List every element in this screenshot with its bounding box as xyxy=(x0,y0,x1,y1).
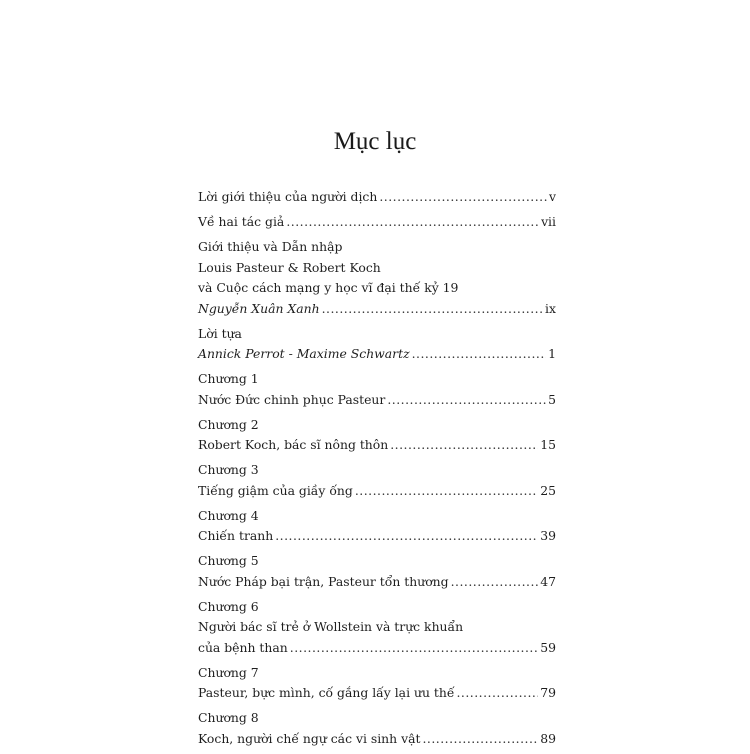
dot-leader xyxy=(286,212,539,233)
toc-line-text: Người bác sĩ trẻ ở Wollstein và trực khuẩn xyxy=(198,619,464,634)
toc-entry xyxy=(198,369,556,410)
dot-leader xyxy=(355,481,538,502)
toc-line xyxy=(198,187,556,208)
dot-leader xyxy=(451,572,539,593)
toc-line xyxy=(198,324,556,345)
toc-line xyxy=(198,481,556,502)
toc-line xyxy=(198,435,556,456)
toc-line xyxy=(198,212,556,233)
toc-line-text: Nước Đức chinh phục Pasteur xyxy=(198,391,386,407)
toc-line xyxy=(198,299,556,320)
toc-line-text: Lời giới thiệu của người dịch xyxy=(198,189,378,204)
dot-leader xyxy=(322,299,543,320)
dot-leader xyxy=(456,683,538,704)
toc-line xyxy=(198,638,556,659)
toc-line xyxy=(198,369,556,390)
toc-line xyxy=(198,663,556,684)
toc-line-text: Pasteur, bực mình, cố gắng lấy lại ưu thế xyxy=(198,685,455,700)
toc-line-text: Chương 4 xyxy=(198,507,259,523)
toc-page-number: 5 xyxy=(548,391,556,407)
toc-line xyxy=(198,344,556,365)
toc-line-text: Robert Koch, bác sĩ nông thôn xyxy=(198,437,389,452)
toc-line-text: Lời tựa xyxy=(198,325,242,341)
toc-line-text: Tiếng giậm của giầy ống xyxy=(198,482,353,498)
toc-line xyxy=(198,415,556,436)
toc-page-number: 89 xyxy=(540,730,556,746)
toc-page-number: 1 xyxy=(548,346,556,361)
toc-entry xyxy=(198,708,556,749)
toc-entry xyxy=(198,187,556,208)
toc-entry xyxy=(198,597,556,659)
toc-entry xyxy=(198,460,556,501)
toc-line-text: Koch, người chế ngự các vi sinh vật xyxy=(198,730,421,746)
toc-line-text: Chương 6 xyxy=(198,598,259,614)
toc-line-text: Louis Pasteur & Robert Koch xyxy=(198,259,381,275)
toc-entry xyxy=(198,324,556,365)
toc-entry xyxy=(198,506,556,547)
toc-entry xyxy=(198,212,556,233)
toc-entry xyxy=(198,663,556,704)
toc-page-number: vii xyxy=(541,214,556,229)
toc-line xyxy=(198,258,556,279)
dot-leader xyxy=(290,638,538,659)
toc-line xyxy=(198,572,556,593)
dot-leader xyxy=(387,390,546,411)
toc-line-text: Chương 1 xyxy=(198,371,259,386)
toc-line-text: Giới thiệu và Dẫn nhập xyxy=(198,239,343,254)
toc-line xyxy=(198,551,556,572)
toc-line-text: và Cuộc cách mạng y học vĩ đại thế kỷ 19 xyxy=(198,280,459,295)
toc-page-number: ix xyxy=(545,300,556,316)
toc-line xyxy=(198,526,556,547)
toc-page-number: 59 xyxy=(540,639,556,655)
toc-entry xyxy=(198,415,556,456)
toc-page-number: 39 xyxy=(540,528,556,543)
toc-line-text: Chiến tranh xyxy=(198,528,274,543)
toc-line xyxy=(198,729,556,750)
toc-line-text: Về hai tác giả xyxy=(198,214,285,229)
toc-line xyxy=(198,390,556,411)
toc-line xyxy=(198,597,556,618)
toc-line xyxy=(198,617,556,638)
toc-line xyxy=(198,460,556,481)
toc-line-text: Chương 3 xyxy=(198,462,259,477)
toc-line xyxy=(198,683,556,704)
toc-line-text: của bệnh than xyxy=(198,639,288,655)
toc-entry xyxy=(198,237,556,319)
toc-page-number: 15 xyxy=(540,437,556,452)
toc-line-text: Chương 2 xyxy=(198,416,259,432)
toc-line-text: Nước Pháp bại trận, Pasteur tổn thương xyxy=(198,573,449,589)
toc-line-text: Chương 7 xyxy=(198,664,259,680)
dot-leader xyxy=(412,344,547,365)
toc-line xyxy=(198,506,556,527)
toc-page-number: v xyxy=(549,189,556,204)
toc-entry xyxy=(198,551,556,592)
toc-line-text: Nguyễn Xuân Xanh xyxy=(198,300,320,316)
toc-page-number: 25 xyxy=(540,482,556,498)
toc-page-number: 47 xyxy=(540,573,556,589)
toc-page-number: 79 xyxy=(540,685,556,700)
table-of-contents xyxy=(198,187,556,754)
toc-line xyxy=(198,278,556,299)
toc-line-text: Annick Perrot - Maxime Schwartz xyxy=(198,346,410,361)
page-title: Mục lục xyxy=(333,128,417,155)
dot-leader xyxy=(422,729,538,750)
toc-line xyxy=(198,237,556,258)
dot-leader xyxy=(390,435,538,456)
toc-line-text: Chương 5 xyxy=(198,553,259,568)
dot-leader xyxy=(275,526,538,547)
dot-leader xyxy=(379,187,547,208)
toc-line-text: Chương 8 xyxy=(198,710,259,725)
toc-line xyxy=(198,708,556,729)
